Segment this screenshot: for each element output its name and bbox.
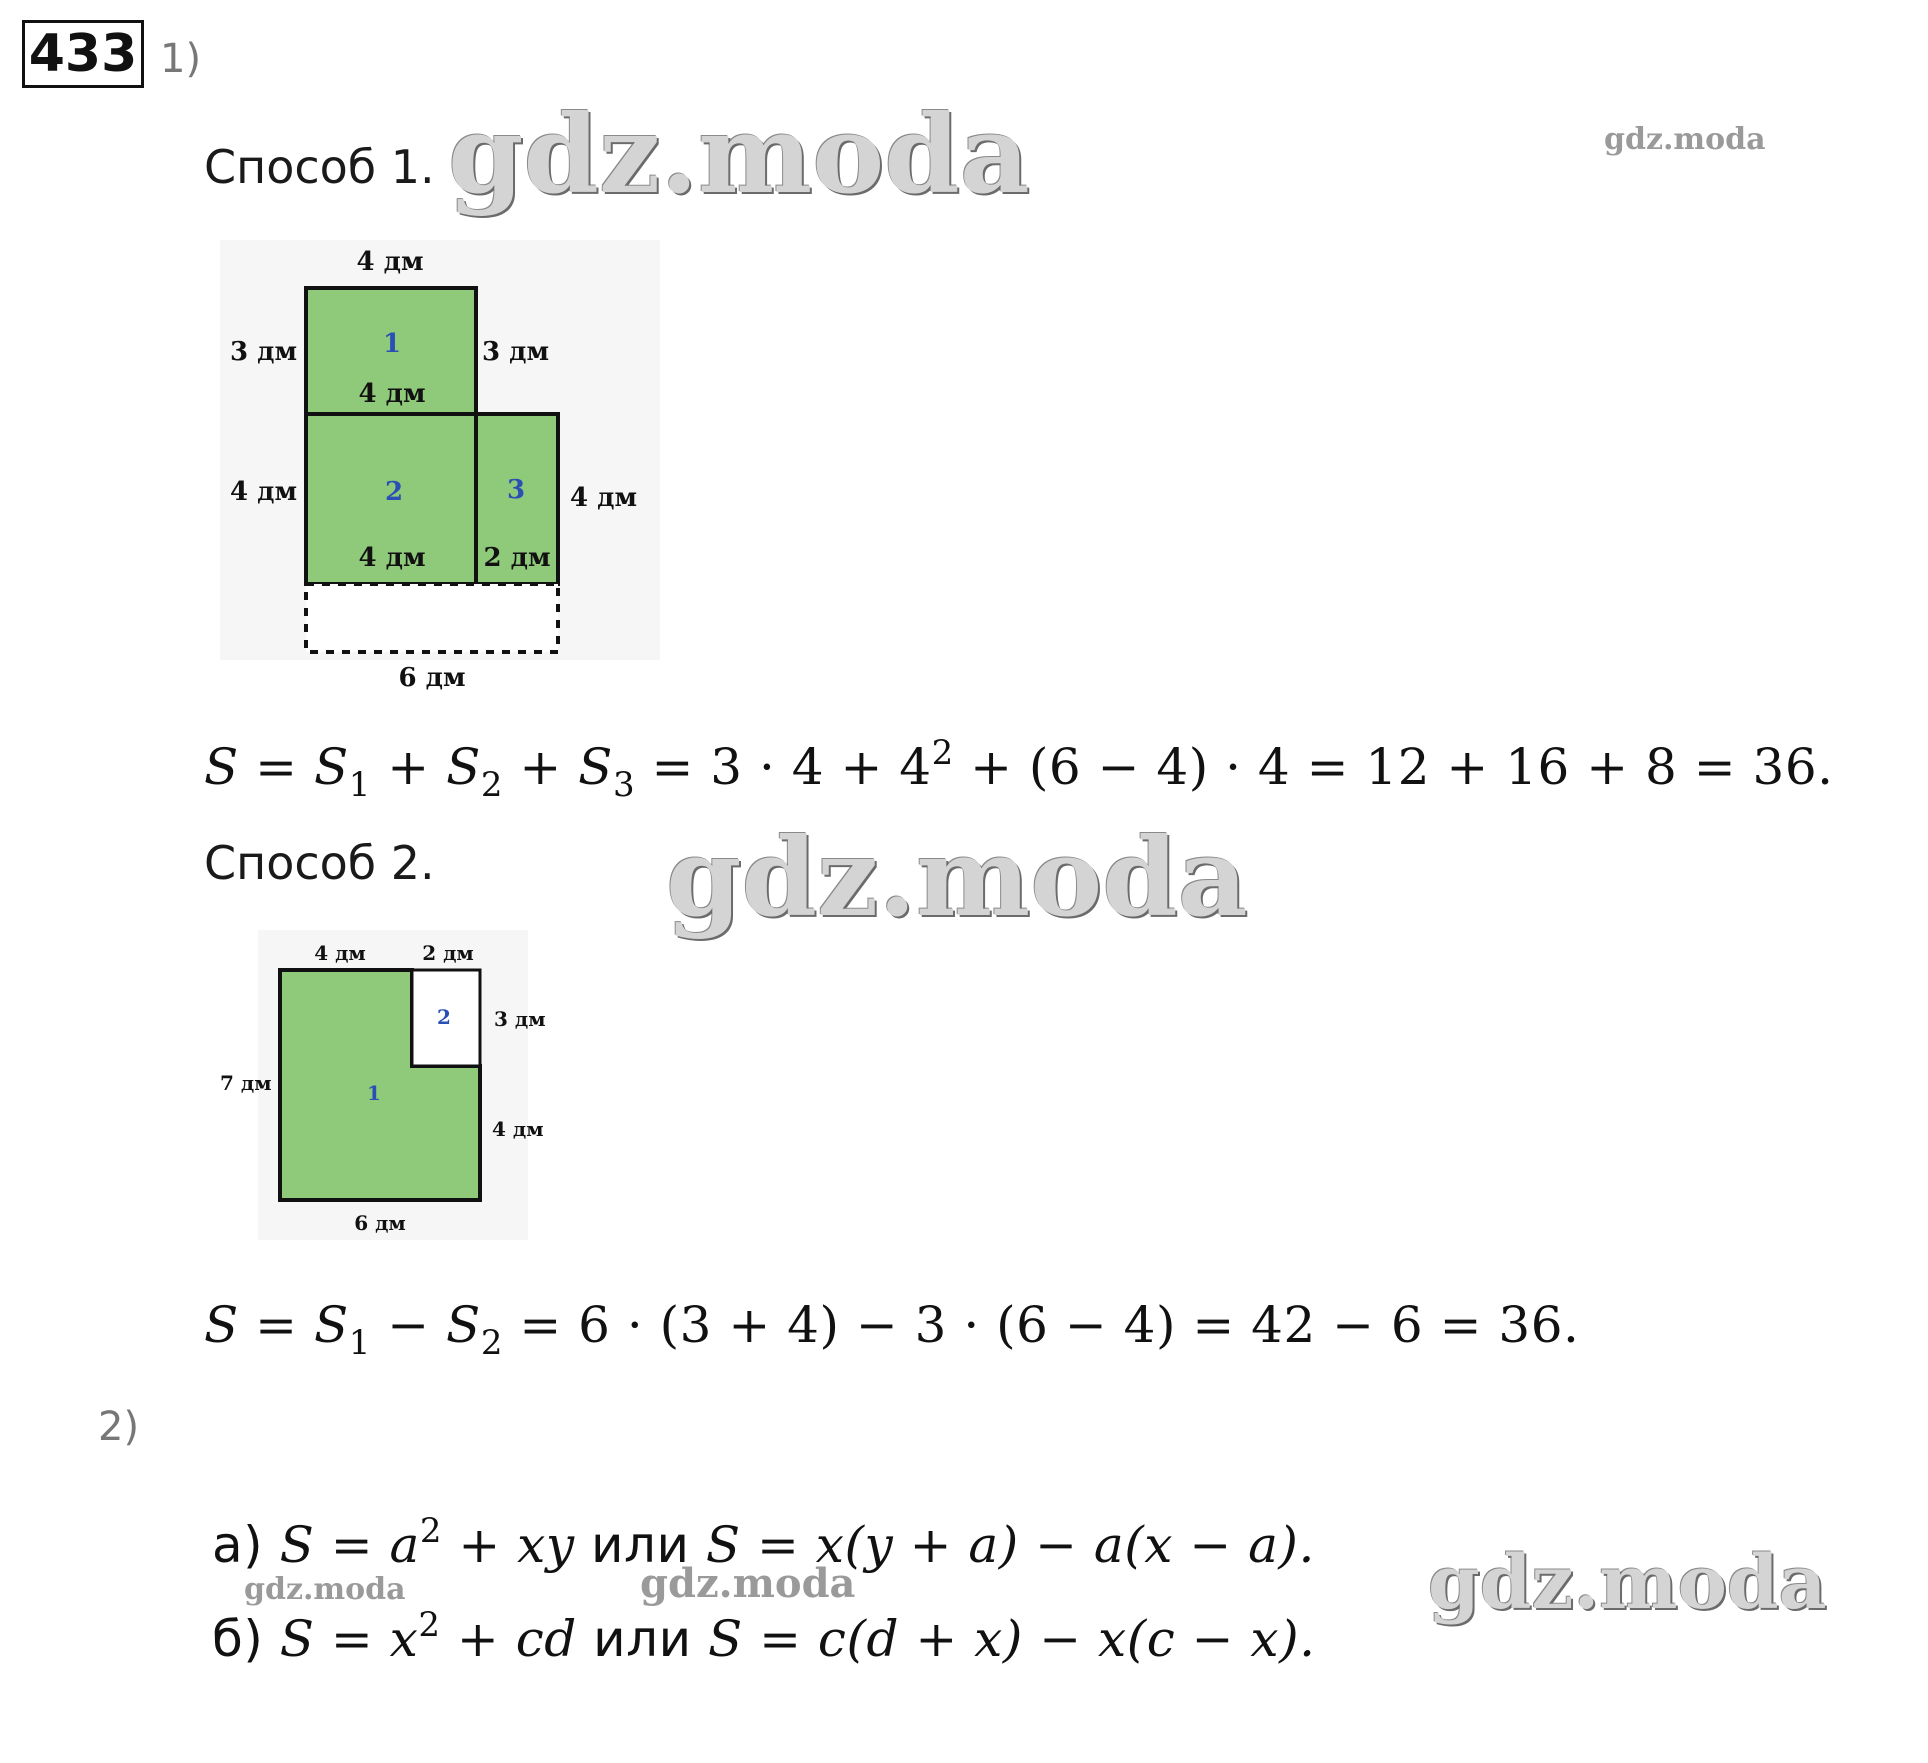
formula-s1-sub: 1 <box>348 1323 371 1363</box>
method2-figure <box>214 930 554 1250</box>
task-number: 433 <box>22 20 144 88</box>
dim-bottom: 6 дм <box>354 1211 406 1235</box>
formula-s2-sub: 2 <box>480 765 503 805</box>
dim-bottom: 6 дм <box>398 663 466 693</box>
dim-right-bottom: 4 дм <box>570 483 638 513</box>
formula-s1: S <box>313 738 349 796</box>
b-formula-2: + cd <box>440 1610 577 1668</box>
region-label-3: 3 <box>506 475 526 505</box>
formula-s3: S <box>578 738 613 796</box>
dashed-complement <box>306 584 558 652</box>
formula-sq: 2 <box>931 733 954 773</box>
dim-top-right: 2 дм <box>422 941 474 965</box>
watermark-large-1: gdz.moda <box>448 92 1030 218</box>
b-sq: 2 <box>418 1605 441 1645</box>
formula-rest: = 6 · (3 + 4) − 3 · (6 − 4) = 42 − 6 = 36. <box>519 1296 1580 1354</box>
watermark-large-3: gdz.moda <box>1428 1540 1827 1626</box>
item-b-label: б) <box>212 1610 264 1668</box>
watermark-small-2: gdz.moda <box>244 1572 406 1607</box>
dim-left-top: 3 дм <box>230 337 298 367</box>
formula-S: S <box>204 1296 239 1354</box>
dim-inner-top: 4 дм <box>358 379 426 409</box>
formula-s2-sub: 2 <box>480 1323 503 1363</box>
region-label-1: 1 <box>382 329 402 359</box>
formula-eq: = <box>255 738 298 796</box>
formula-rest-b: + (6 − 4) · 4 = 12 + 16 + 8 = 36. <box>970 738 1834 796</box>
method1-heading: Способ 1. <box>204 140 435 194</box>
watermark-large-2: gdz.moda <box>666 815 1248 941</box>
region-label-1: 1 <box>367 1081 381 1105</box>
b-or: или <box>593 1610 692 1668</box>
formula-rest-a: = 3 · 4 + 4 <box>651 738 932 796</box>
formula-s2: S <box>446 738 481 796</box>
a-formula-1: S = a <box>279 1516 420 1574</box>
formula-s1: S <box>313 1296 349 1354</box>
b-formula-1: S = x <box>279 1610 419 1668</box>
part1-label: 1) <box>160 36 202 82</box>
dim-right-top: 3 дм <box>482 337 550 367</box>
dim-left: 7 дм <box>220 1071 272 1095</box>
dim-top: 4 дм <box>356 247 424 277</box>
method2-formula: $S = S_1 - S_2 = 6 \cdot (3 + 4) - 3 \cdot (6 - 4) = 42 - 6 = 36$. <box>204 1296 1580 1363</box>
a-formula-2: + xy <box>441 1516 575 1574</box>
part2-label: 2) <box>98 1404 140 1450</box>
item-a-label: а) <box>212 1516 264 1574</box>
region-label-2: 2 <box>384 477 404 507</box>
part2-a-formula <box>212 1511 1315 1574</box>
b-formula-3: S = c(d + x) − x(c − x). <box>708 1610 1316 1668</box>
region-label-2: 2 <box>437 1005 451 1029</box>
dim-top-left: 4 дм <box>314 941 366 965</box>
method1-formula: $S = S_1 + S_2 + S_3 = 3 \cdot 4 + 4^2 + (6 - 4) \cdot 4 = 12 + 16 + 8 = 36$. <box>204 733 1834 805</box>
dim-right-bottom: 4 дм <box>492 1117 544 1141</box>
formula-S: S <box>204 738 239 796</box>
watermark-small-1: gdz.moda <box>1604 122 1766 157</box>
a-formula-3: S = x(y + a) − a(x − a). <box>705 1516 1315 1574</box>
dim-inner-bottom-left: 4 дм <box>358 543 426 573</box>
a-or: или <box>591 1516 690 1574</box>
formula-s2: S <box>446 1296 481 1354</box>
part2-b-formula <box>212 1605 1316 1668</box>
dim-inner-bottom-right: 2 дм <box>483 543 551 573</box>
formula-s1-sub: 1 <box>348 765 371 805</box>
dim-left-bottom: 4 дм <box>230 477 298 507</box>
formula-s3-sub: 3 <box>612 765 636 805</box>
method2-heading: Способ 2. <box>204 836 435 890</box>
watermark-small-3: gdz.moda <box>640 1560 856 1607</box>
dim-right-top: 3 дм <box>494 1007 546 1031</box>
a-sq: 2 <box>419 1511 442 1551</box>
method1-figure <box>220 240 660 700</box>
